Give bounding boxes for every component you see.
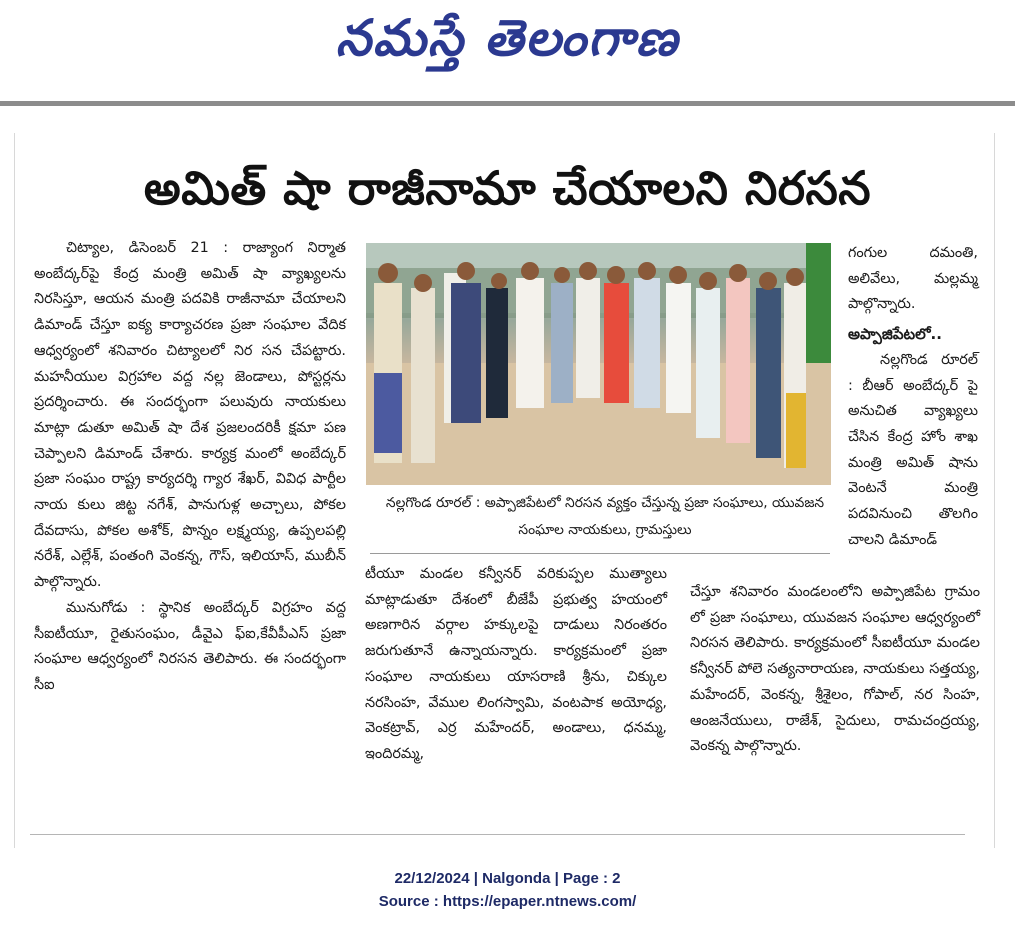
column-2-paragraph-1: టీయూ మండల కన్వీనర్ వరికుప్పల ముత్యాలు మాట్లాడుతూ దేశంలో బీజేపీ ప్రభుత్వ హయంలో అణగారిన వర్గాల హక్కులపై దాడులు నిరంతరం జరుగుతూనే ఉన్నాయన్నారు. కార్యక్రమంలో ప్రజా సంఘాల నాయకులు యాసరాణి శ్రీను, చిక్కుల నరసింహ, వేముల లింగస్వామి, వంటపాక అయోధ్య, వెంకట్రావ్, ఎర్ర మహేందర్, అండాలు, ధనమ్మ, ఇందిరమ్మ, xyxy=(365,566,667,762)
column-3-paragraph-2: నల్లగొండ రూరల్ : బీఆర్ అంబేద్కర్ పై అనుచిత వ్యాఖ్యలు చేసిన కేంద్ర హోం శాఖ మంత్రి అమిత్ షాను వెంటనే మంత్రి పదవినుంచి తొలగిం చాలని డిమాండ్ xyxy=(848,351,978,548)
newspaper-logo: నమస్తే తెలంగాణ xyxy=(335,8,680,67)
clip-border-right xyxy=(994,133,995,848)
clip-border-left xyxy=(14,133,15,848)
article-column-1 xyxy=(34,236,346,699)
masthead xyxy=(0,0,1015,100)
article-column-3-bottom xyxy=(690,580,980,760)
column-1-paragraph-1: చిట్యాల, డిసెంబర్ 21 : రాజ్యాంగ నిర్మాత అంబేద్కర్‌పై కేంద్ర మంత్రి అమిత్ షా వ్యాఖ్యలను నిరసిస్తూ, ఆయన మంత్రి పదవికి రాజీనామా చేయాలని డిమాండ్ చేస్తూ ఐక్య కార్యాచరణ ప్రజా సంఘాల వేదిక ఆధ్వర్యంలో శనివారం చిట్యాలలో నిర సన చేపట్టారు. మహనీయుల విగ్రహాల వద్ద నల్ల జెండాలు, పోస్టర్లను ప్రదర్శించారు. ఈ సందర్భంగా పలువురు నాయకులు మాట్లా డుతూ అమిత్ షా దేశ ప్రజలందరికీ క్షమా పణ చెప్పాలని డిమాండ్ చేశారు. కార్యక్ర మంలో అంబేద్కర్ ప్రజా సంఘం రాష్ట్ర కార్యదర్శి గ్యార శేఖర్, వివిధ పార్టీల నాయ కులు జిట్ట నగేశ్, పానుగుళ్ల అచ్చాలు, పోకల దేవదాసు, పోకల అశోక్, పొన్నం లక్ష్మయ్య, ఉప్పలపల్లి నరేశ్, ఎల్లేశ్, పంతంగి వెంకన్న, గౌస్, ఇలియాస్, ముబీన్ పాల్గొన్నారు. xyxy=(34,240,346,591)
subhead-appajipet: అప్పాజిపేటలో.. xyxy=(848,325,942,344)
article-photo xyxy=(366,243,831,485)
protest-group-photo xyxy=(366,243,831,485)
article-column-3-top xyxy=(848,241,978,553)
column-1-paragraph-2: మునుగోడు : స్థానిక అంబేద్కర్ విగ్రహం వద్ద సీఐటీయూ, రైతుసంఘం, డీవైఎ ఫ్‌ఐ,కేవీపీఎస్ ప్రజా సంఘాల ఆధ్వర్యంలో నిరసన తెలిపారు. ఈ సందర్భంగా సీఐ xyxy=(34,599,346,693)
edition-info: 22/12/2024 | Nalgonda | Page : 2 xyxy=(394,870,621,887)
column-3-paragraph-3: చేస్తూ శనివారం మండలంలోని అప్పాజిపేట గ్రామం లో ప్రజా సంఘాలు, యువజన సంఘాల ఆధ్వర్యంలో నిరసన తెలిపారు. కార్యక్రమంలో సీఐటీయూ మండల కన్వీనర్ పోలె సత్యనారాయణ, నాయకులు సత్తయ్య, మహేందర్, వెంకన్న, శ్రీశైలం, గోపాల్, నర సింహ, ఆంజనేయులు, రాజేశ్, సైదులు, రామచంద్రయ్య, వెంకన్న పాల్గొన్నారు. xyxy=(690,584,980,755)
caption-divider xyxy=(370,553,830,554)
article-column-2 xyxy=(365,562,667,768)
source-link[interactable]: Source : https://epaper.ntnews.com/ xyxy=(378,893,637,910)
article-bottom-divider xyxy=(30,834,965,835)
article-headline: అమిత్ షా రాజీనామా చేయాలని నిరసన xyxy=(143,161,872,215)
column-3-paragraph-1: గంగుల దమంతి, అలివేలు, మల్లమ్మ పాల్గొన్నారు. xyxy=(848,245,978,313)
masthead-divider xyxy=(0,101,1015,106)
photo-caption: నల్లగొండ రూరల్ : అప్పాజిపేటలో నిరసన వ్యక్తం చేస్తున్న ప్రజా సంఘాలు, యువజన సంఘాల నాయకులు, గ్రామస్తులు xyxy=(385,495,825,538)
